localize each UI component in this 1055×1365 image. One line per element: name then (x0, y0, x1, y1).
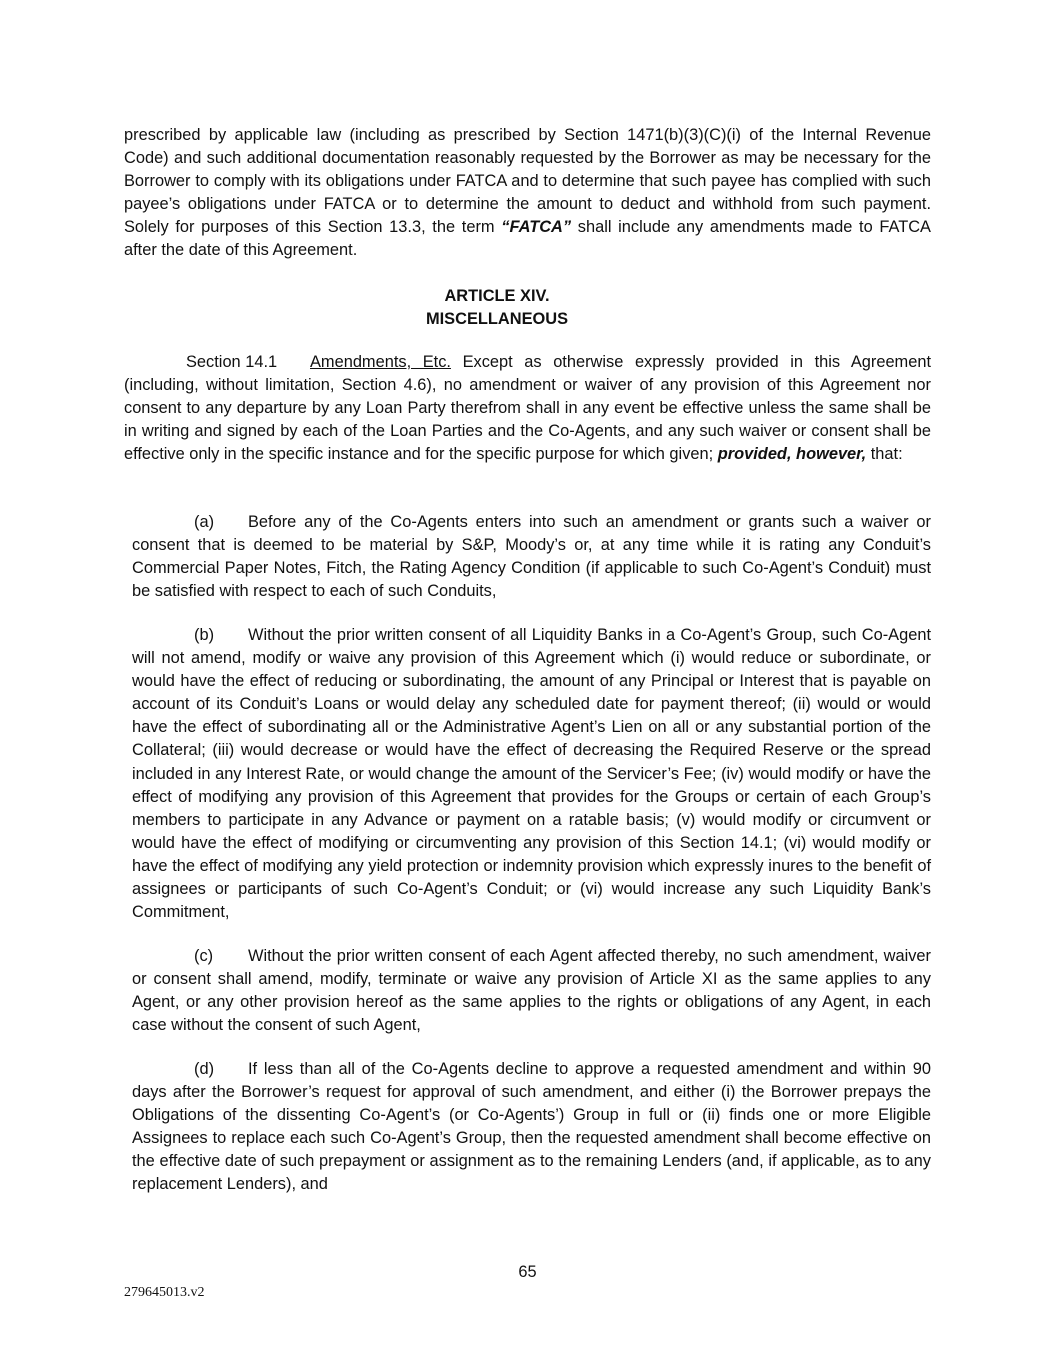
section-text: Except as otherwise expressly provided in this Agreement (including, without limitation, Section 4.6), no amendment or waiver of any provision of this Agreement nor consent to any departure by any Loan Party therefrom shall in any event be effective unless the same shall be in writing and signed by each of the Loan Parties and the Co-Agents, and any such waiver or consent shall be effective only in the specific instance and for the specific purpose for which given; (124, 353, 931, 464)
subsection-label: (d) (194, 1060, 215, 1078)
subsection-d (132, 1058, 931, 1197)
document-id: 279645013.v2 (124, 1285, 205, 1300)
intro-text-before: prescribed by applicable law (including as prescribed by Section 1471(b)(3)(C)(i) of the Internal Revenue Code) and such additional documentation reasonably requested by the Borrower as may be necessary for the Borrower to comply with its obligations under FATCA and to determine that such payee has complied with such payee’s obligations under FATCA or to determine the amount to deduct and withhold from such payment. Solely for purposes of this Section 13.3, the term (124, 126, 931, 237)
subsection-c (132, 945, 931, 1037)
subsection-label: (b) (194, 626, 215, 644)
article-title: MISCELLANEOUS (425, 310, 569, 328)
intro-text-after: shall include any amendments made to FATCA after the date of this Agreement. (124, 218, 931, 260)
subsection-label: (a) (194, 513, 215, 531)
section-tail: that: (866, 445, 903, 464)
section-title: Amendments, Etc. (310, 353, 451, 371)
section-number: Section 14.1 (186, 353, 278, 371)
article-number: ARTICLE XIV. (444, 287, 550, 305)
subsection-b (132, 624, 931, 924)
subsection-label: (c) (194, 947, 214, 965)
section-14-1-paragraph (124, 351, 931, 466)
subsection-text: Without the prior written consent of all Liquidity Banks in a Co-Agent’s Group, such Co-Agent will not amend, modify or waive any provision of this Agreement which (i) would reduce or subordinate, or would have the effect of reducing or subordinating, the amount of any Principal or Interest that is payable on account of its Conduit’s Loans or would delay any scheduled date for payment thereof; (ii) would or would have the effect of subordinating all or the Administrative Agent’s Lien on all or any substantial portion of the Collateral; (iii) would decrease or would have the effect of decreasing the Required Reserve or the spread included in any Interest Rate, or would change the amount of the Servicer’s Fee; (iv) would modify or have the effect of modifying any provision of this Agreement that provides for the Groups or certain of each Group’s members to participate in any Advance or payment on a ratable basis; (v) would modify or circumvent or would have the effect of modifying or circumventing any provision of this Section 14.1; (vi) would modify or have the effect of modifying any yield protection or indemnity provision which expressly inures to the benefit of assignees or participants of such Co-Agent’s Conduit; or (vi) would increase any such Liquidity Bank’s Commitment, (132, 626, 931, 922)
fatca-defined-term: “FATCA” (501, 218, 572, 237)
subsection-text: Without the prior written consent of each Agent affected thereby, no such amendment, waiver or consent shall amend, modify, terminate or waive any provision of Article XI as the same applies to any Agent, or any other provision hereof as the same applies to the rights or obligations of any Agent, in each case without the consent of such Agent, (132, 947, 931, 1035)
proviso-text: provided, however, (717, 445, 867, 464)
intro-paragraph (124, 124, 931, 263)
subsection-text: Before any of the Co-Agents enters into such an amendment or grants such a waiver or consent that is deemed to be material by S&P, Moody’s or, at any time while it is rating any Conduit’s Commercial Paper Notes, Fitch, the Rating Agency Condition (if applicable to such Co-Agent’s Conduit) must be satisfied with respect to each of such Conduits, (132, 513, 931, 601)
subsection-a (132, 511, 931, 603)
page-number: 65 (518, 1263, 537, 1281)
subsection-text: If less than all of the Co-Agents decline to approve a requested amendment and within 90 days after the Borrower’s request for approval of such amendment, and either (i) the Borrower prepays the Obligations of the dissenting Co-Agent’s (or Co-Agents’) Group in full or (ii) finds one or more Eligible Assignees to replace each such Co-Agent’s Group, then the requested amendment shall become effective on the effective date of such prepayment or assignment as to the remaining Lenders (and, if applicable, as to any replacement Lenders), and (132, 1060, 931, 1194)
